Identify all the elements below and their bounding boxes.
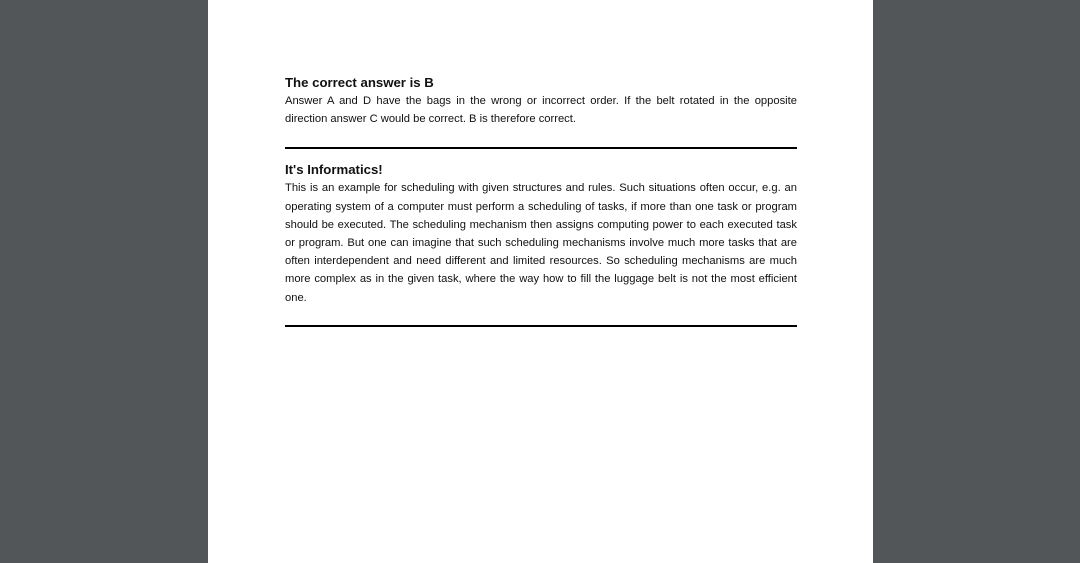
answer-section xyxy=(285,74,797,128)
document-page xyxy=(208,0,873,563)
answer-text: Answer A and D have the bags in the wrong or incorrect order. If the belt rotated in the opposite direction answer C would be correct. B is therefore correct. xyxy=(285,95,797,126)
informatics-section xyxy=(285,161,797,306)
answer-heading: The correct answer is B xyxy=(285,75,434,90)
section-divider-bottom xyxy=(285,325,797,327)
section-divider xyxy=(285,147,797,149)
informatics-text: This is an example for scheduling with given structures and rules. Such situations often occur, e.g. an operating system of a computer must perform a scheduling of tasks, if more than one task or program should be executed. The scheduling mechanism then assigns computing power to each executed task or program. But one can imagine that such scheduling mechanisms involve much more tasks that are often interdependent and need different and limited resources. So scheduling mechanisms are much more complex as in the given task, where the way how to fill the luggage belt is not the most efficient one. xyxy=(285,182,797,304)
informatics-heading: It's Informatics! xyxy=(285,162,383,178)
page-content xyxy=(285,74,797,327)
